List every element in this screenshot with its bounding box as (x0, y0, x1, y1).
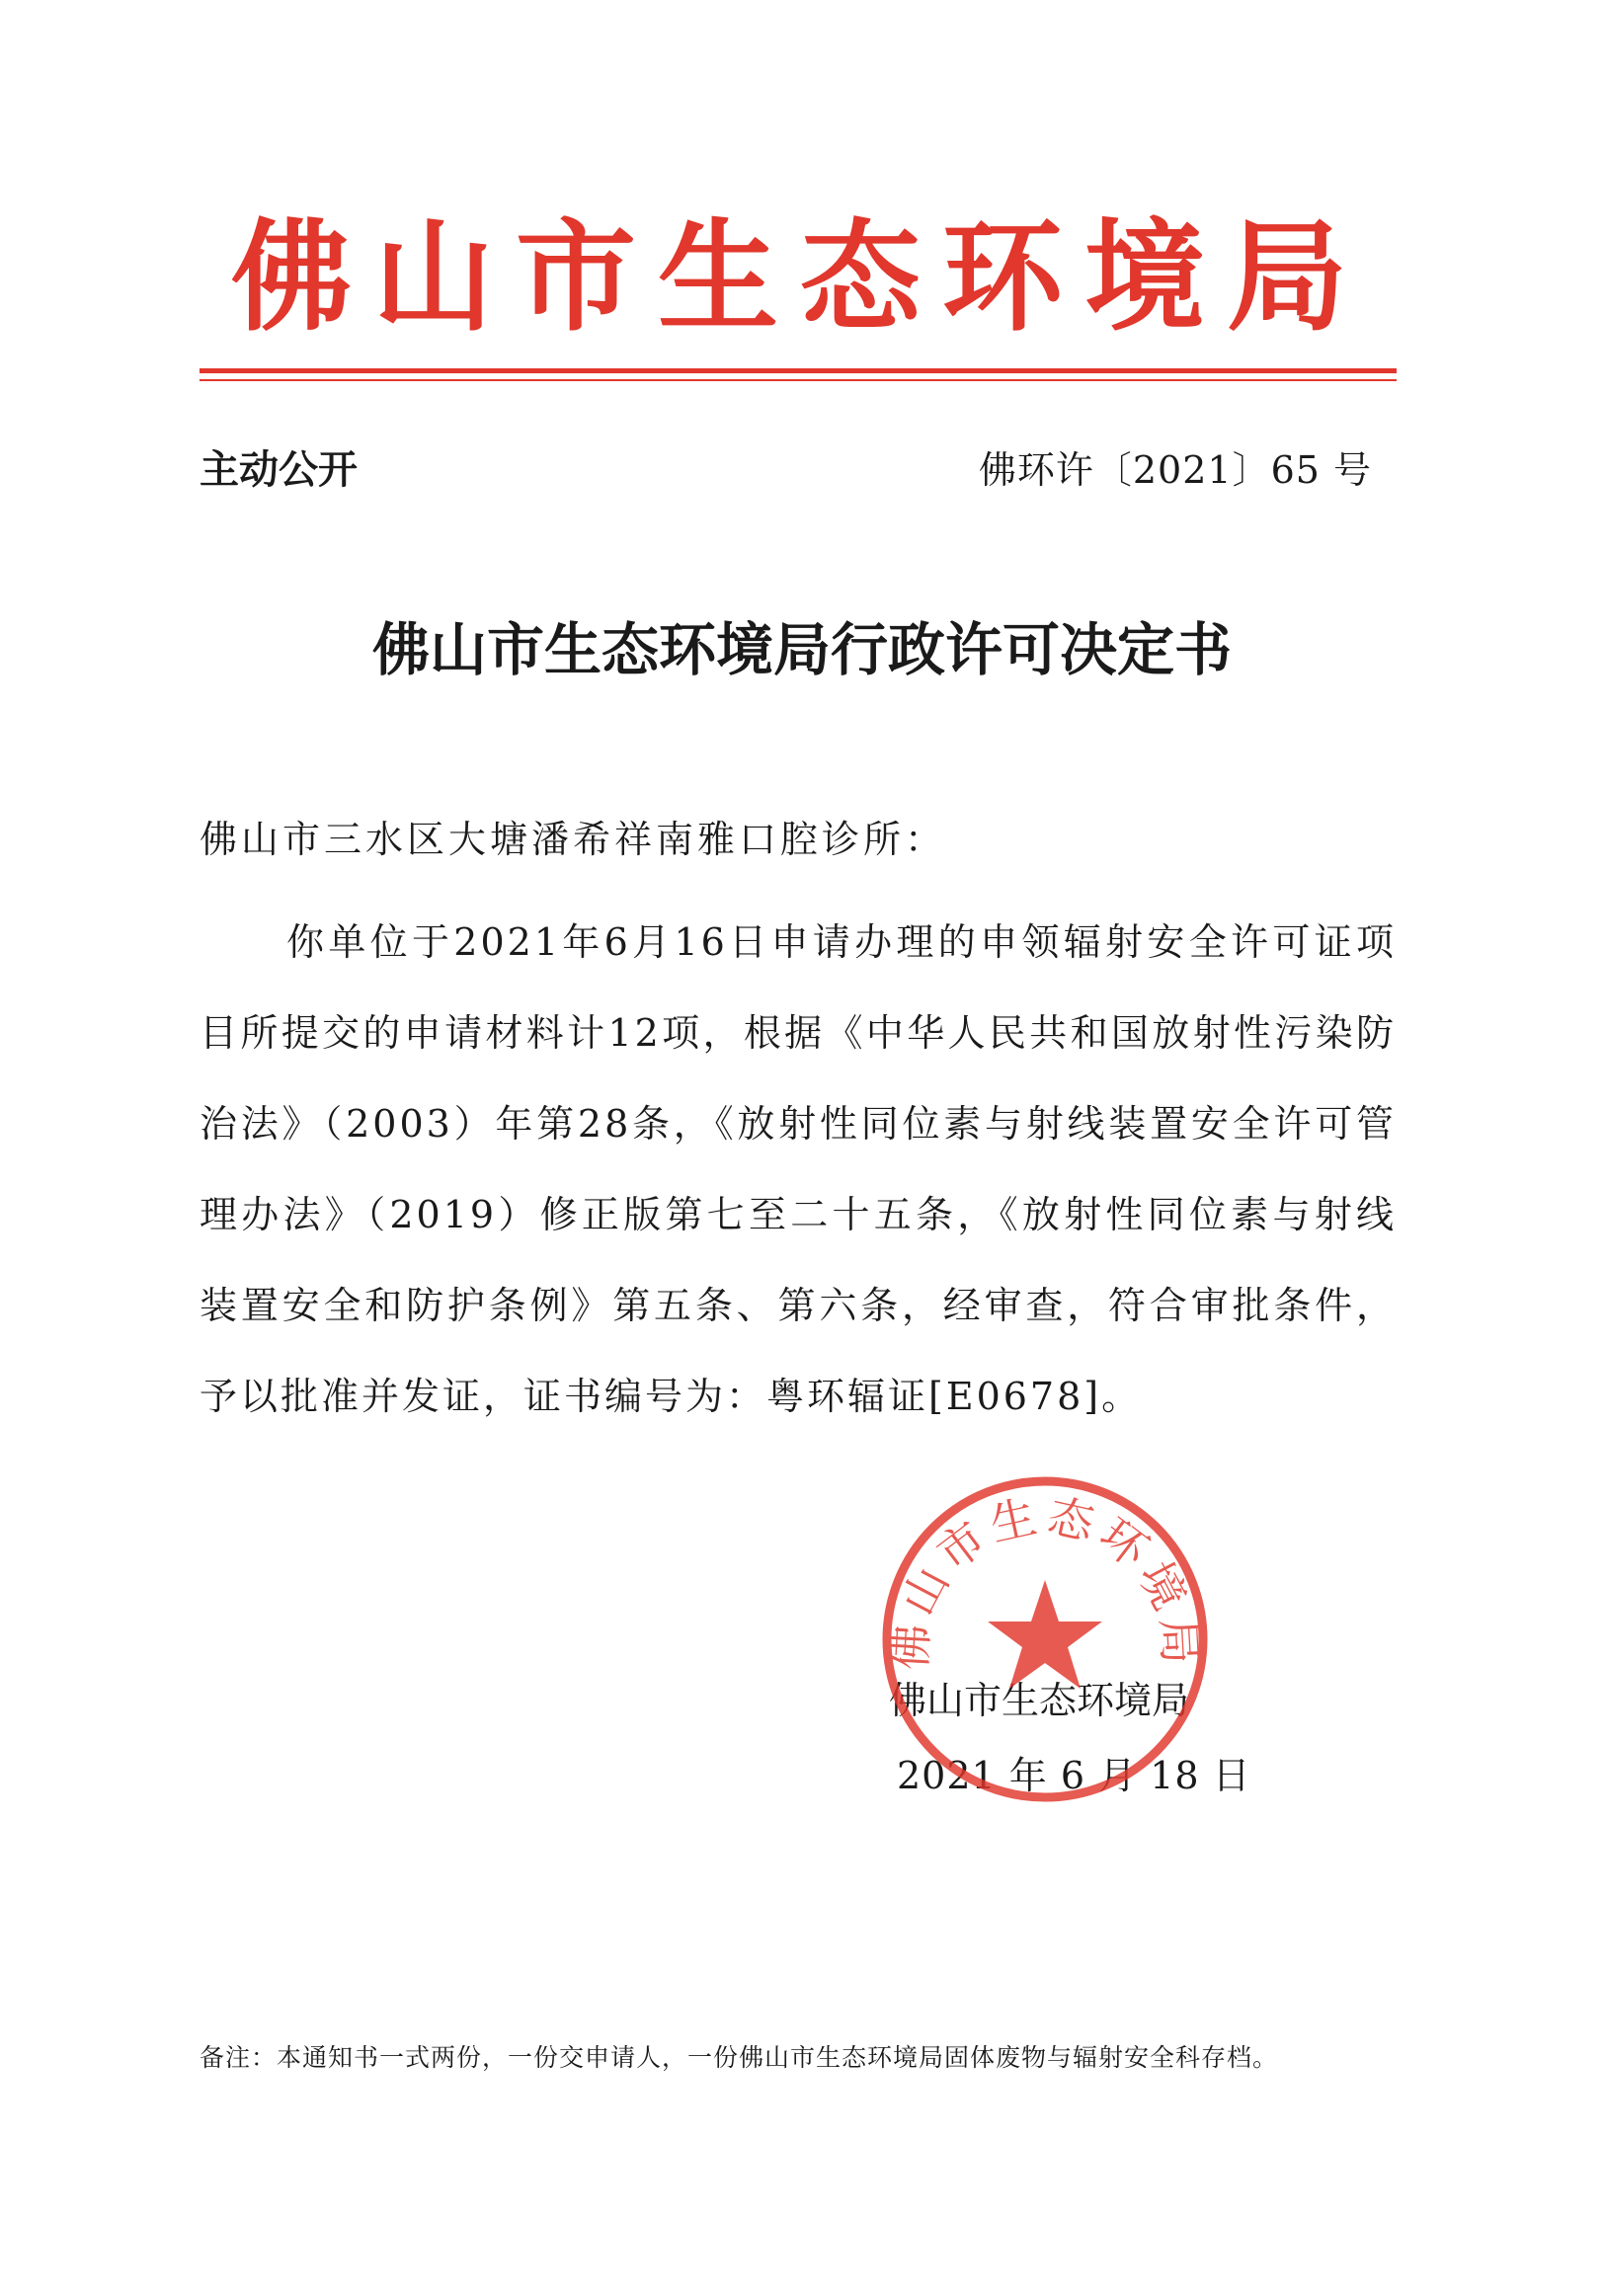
issuer-masthead: 佛山市生态环境局 (231, 205, 1369, 348)
seal-star-icon (988, 1580, 1102, 1689)
red-divider-thin (200, 379, 1397, 381)
footnote: 备注：本通知书一式两份，一份交申请人，一份佛山市生态环境局固体废物与辐射安全科存档。 (200, 2043, 1279, 2072)
disclosure-label: 主动公开 (200, 447, 358, 493)
signature-date: 2021 年 6 月 18 日 (897, 1754, 1251, 1797)
red-divider (200, 368, 1397, 373)
body-paragraph: 你单位于2021年6月16日申请办理的申领辐射安全许可证项目所提交的申请材料计12项，根据《中华人民共和国放射性污染防治法》（2003）年第28条，《放射性同位素与射线装置安全许可管理办法》（2019）修正版第七至二十五条，《放射性同位素与射线装置安全和防护条例》第五条、第六条，经审查，符合审批条件，予以批准并发证，证书编号为：粤环辐证[E0678]。 (200, 920, 1397, 1418)
signature-organization: 佛山市生态环境局 (889, 1679, 1190, 1722)
addressee: 佛山市三水区大塘潘希祥南雅口腔诊所： (200, 818, 947, 861)
seal-text: 佛山市生态环境局 (882, 1488, 1208, 1672)
document-number: 佛环许〔2021〕65 号 (978, 448, 1372, 492)
document-title: 佛山市生态环境局行政许可决定书 (371, 616, 1232, 683)
official-seal (877, 1471, 1213, 1807)
